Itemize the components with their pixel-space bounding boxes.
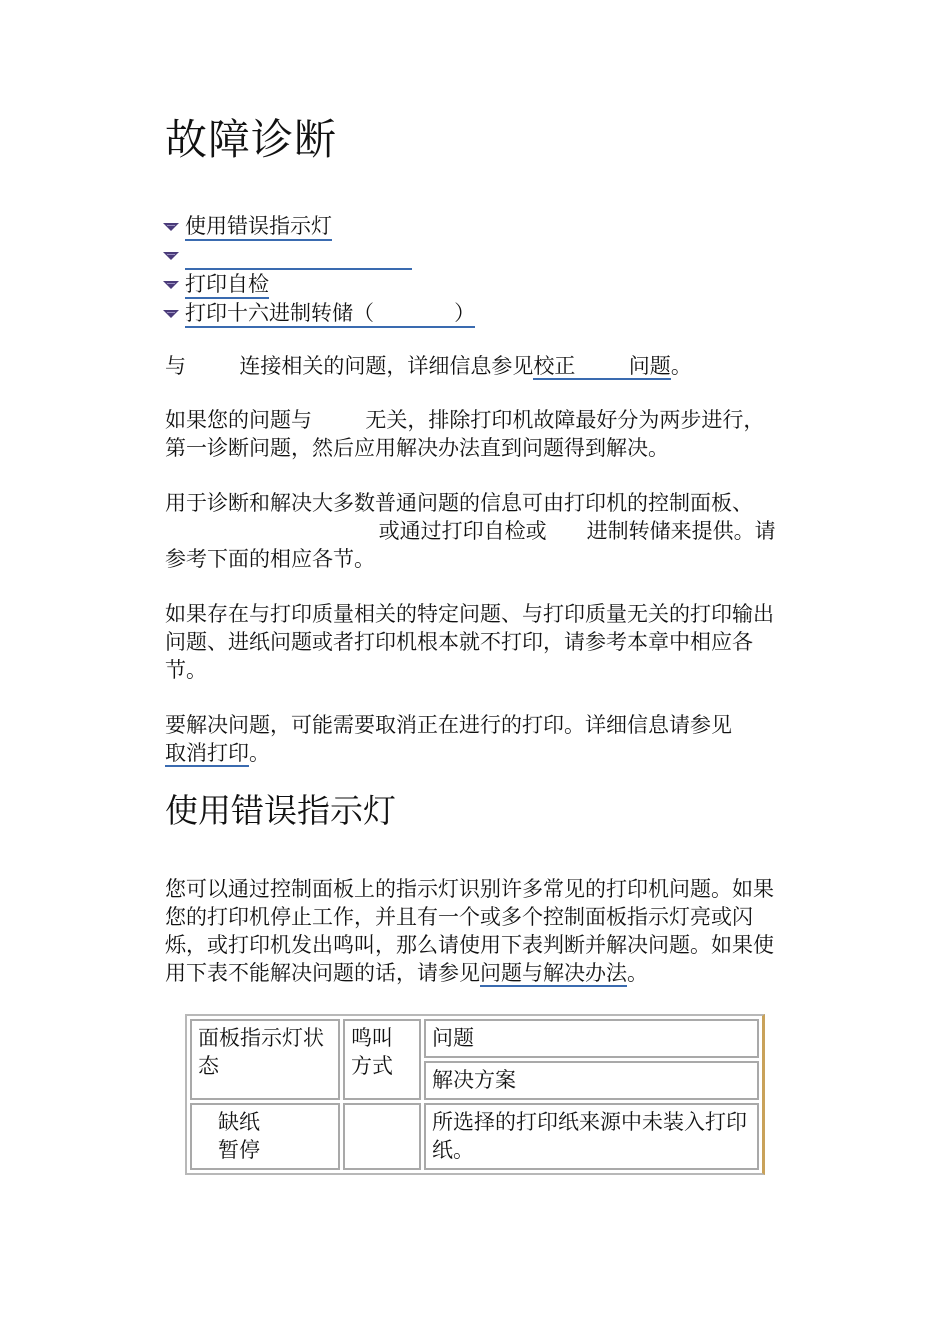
expand-arrow-icon [163, 310, 179, 318]
paragraph-cancel [165, 711, 785, 767]
header-problem: 问题 [424, 1019, 759, 1058]
toc-item [163, 299, 475, 328]
table-header-row [190, 1019, 759, 1058]
paragraph-text: 。 [627, 961, 648, 985]
cell-beep-pattern [343, 1103, 421, 1170]
paragraph-diagnose-info: 用于诊断和解决大多数普通问题的信息可由打印机的控制面板、 或通过打印自检或 进制转储来提供。请参考下面的相应各节。 [165, 491, 776, 571]
status-paper-out: 缺纸 [218, 1110, 260, 1134]
toc-link-error-lights[interactable]: 使用错误指示灯 [185, 213, 332, 241]
page-title: 故障诊断 [165, 115, 338, 164]
paragraph-text: 。 [249, 741, 270, 765]
toc-item [163, 212, 475, 241]
header-panel-status: 面板指示灯状态 [190, 1019, 340, 1100]
link-problems-solutions[interactable]: 问题与解决办法 [480, 961, 627, 985]
cell-panel-status [190, 1103, 340, 1170]
expand-arrow-icon [163, 223, 179, 231]
paragraph-text: 。 [670, 354, 692, 378]
paragraph-text: 要解决问题，可能需要取消正在进行的打印。详细信息请参见 [165, 713, 732, 737]
paragraph-specific-problems: 如果存在与打印质量相关的特定问题、与打印质量无关的打印输出问题、进纸问题或者打印机根本就不打印，请参考本章中相应各节。 [165, 602, 774, 682]
header-solution: 解决方案 [424, 1061, 759, 1100]
link-fix-problem[interactable]: 校正 问题 [533, 354, 671, 378]
cell-problem: 所选择的打印纸来源中未装入打印纸。 [424, 1103, 759, 1170]
paragraph-text: 与 连接相关的问题，详细信息参见 [165, 354, 534, 378]
table-row [190, 1103, 759, 1170]
section-title: 使用错误指示灯 [165, 791, 396, 830]
expand-arrow-icon [163, 281, 179, 289]
toc-item [163, 270, 475, 299]
paragraph-text: 您可以通过控制面板上的指示灯识别许多常见的打印机问题。如果您的打印机停止工作，并且有一个或多个控制面板指示灯亮或闪烁，或打印机发出鸣叫，那么请使用下表判断并解决问题。如果使用下表不能解决问题的话，请参见 [165, 877, 774, 985]
header-beep-pattern: 鸣叫方式 [343, 1019, 421, 1100]
error-indicator-table [185, 1014, 765, 1175]
paragraph-connection [165, 352, 785, 380]
status-pause: 暂停 [218, 1138, 260, 1162]
paragraph-section-intro [165, 875, 785, 987]
toc-link-blank[interactable] [185, 242, 412, 270]
link-cancel-print[interactable]: 取消打印 [165, 741, 249, 765]
toc-link-self-test[interactable]: 打印自检 [185, 271, 269, 299]
toc-link-hex-dump[interactable]: 打印十六进制转储（ ） [185, 300, 475, 328]
paragraph-two-steps: 如果您的问题与 无关，排除打印机故障最好分为两步进行，第一诊断问题，然后应用解决办法直到问题得到解决。 [165, 408, 765, 460]
toc-item [163, 241, 475, 270]
table-of-contents [163, 212, 475, 328]
expand-arrow-icon [163, 252, 179, 260]
